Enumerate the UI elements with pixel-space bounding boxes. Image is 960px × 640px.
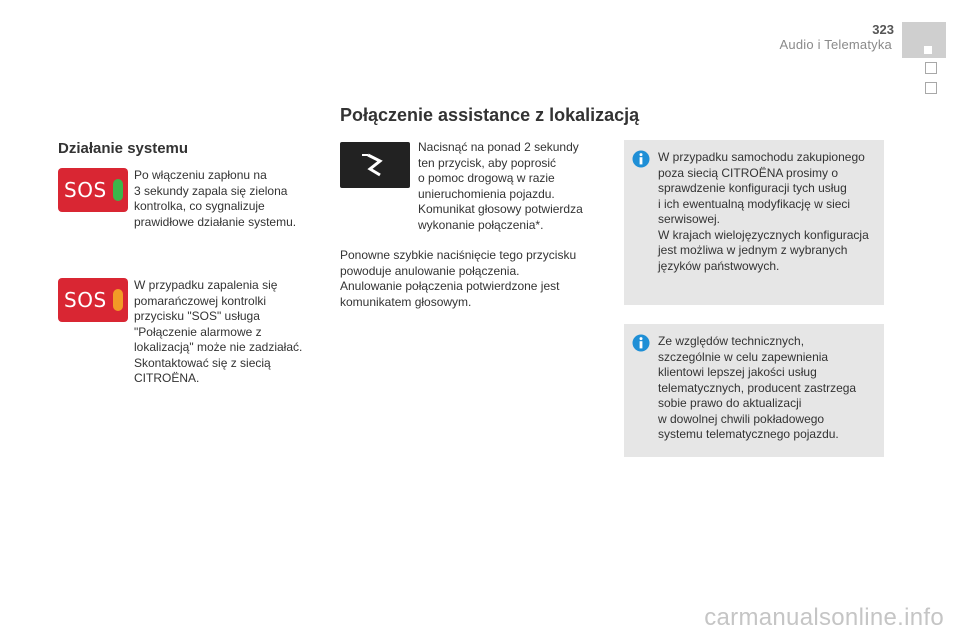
text-line: sobie prawo do aktualizacji bbox=[658, 396, 802, 410]
sos-button-green bbox=[58, 168, 128, 212]
text-line: jest możliwa w jednym z wybranych bbox=[658, 243, 848, 257]
ds-logo-icon bbox=[340, 142, 410, 188]
text-line: języków państwowych. bbox=[658, 258, 780, 273]
info-box-technical bbox=[624, 324, 884, 457]
text-line: ten przycisk, aby poprosić bbox=[418, 155, 557, 170]
text-line: komunikatem głosowym. bbox=[340, 294, 472, 309]
watermark: carmanualsonline.info bbox=[704, 604, 944, 631]
text-line: klientowi lepszej jakości usług bbox=[658, 365, 817, 379]
section-tab[interactable] bbox=[925, 82, 937, 94]
info-text bbox=[658, 150, 869, 274]
text-line: sprawdzenie konfiguracji tych usług bbox=[658, 181, 847, 195]
system-operation-heading: Działanie systemu bbox=[58, 140, 189, 157]
sos-button-orange bbox=[58, 278, 128, 322]
text-line: serwisowej. bbox=[658, 212, 721, 226]
text-line: systemu telematycznego pojazdu. bbox=[658, 427, 839, 441]
text-line: 3 sekundy zapala się zielona bbox=[134, 183, 288, 198]
ds-assistance-button bbox=[340, 142, 410, 188]
text-line: lokalizacją" może nie zadziałać. bbox=[134, 340, 303, 354]
assistance-press-paragraph bbox=[418, 140, 608, 233]
text-line: i ich ewentualną modyfikację w sieci bbox=[658, 196, 851, 211]
text-line: W przypadku zapalenia się bbox=[134, 278, 278, 292]
info-icon bbox=[632, 150, 650, 168]
text-line: Komunikat głosowy potwierdza bbox=[418, 202, 583, 216]
green-led-icon bbox=[113, 179, 123, 201]
info-box-configuration bbox=[624, 140, 884, 305]
green-led-paragraph bbox=[134, 168, 314, 230]
tab-marker-icon bbox=[924, 46, 932, 54]
text-line: poza siecią CITROËNA prosimy o bbox=[658, 165, 839, 180]
orange-led-icon bbox=[113, 289, 123, 311]
info-text bbox=[658, 334, 856, 443]
text-line: Po włączeniu zapłonu na bbox=[134, 168, 267, 182]
orange-led-paragraph bbox=[134, 278, 324, 387]
text-line: W przypadku samochodu zakupionego bbox=[658, 150, 865, 164]
text-line: W krajach wielojęzycznych konfiguracja bbox=[658, 227, 869, 242]
text-line: Ponowne szybkie naciśnięcie tego przycisku bbox=[340, 248, 577, 262]
text-line: CITROËNA. bbox=[134, 371, 200, 385]
text-line: przycisku "SOS" usługa bbox=[134, 309, 260, 323]
sos-label: SOS bbox=[64, 178, 107, 202]
text-line: prawidłowe działanie systemu. bbox=[134, 214, 297, 229]
info-icon bbox=[632, 334, 650, 352]
text-line: "Połączenie alarmowe z bbox=[134, 324, 262, 339]
text-line: Anulowanie połączenia potwierdzone jest bbox=[340, 279, 560, 293]
section-tab-active[interactable] bbox=[902, 22, 946, 58]
cancel-call-paragraph bbox=[340, 248, 605, 310]
text-line: w dowolnej chwili pokładowego bbox=[658, 411, 825, 426]
section-title: Audio i Telematyka bbox=[779, 37, 892, 52]
main-heading: Połączenie assistance z lokalizacją bbox=[340, 105, 640, 125]
text-line: o pomoc drogową w razie bbox=[418, 171, 555, 185]
text-line: Skontaktować się z siecią bbox=[134, 355, 271, 370]
text-line: Ze względów technicznych, bbox=[658, 334, 805, 348]
text-line: Nacisnąć na ponad 2 sekundy bbox=[418, 140, 579, 154]
text-line: unieruchomienia pojazdu. bbox=[418, 186, 555, 201]
text-line: telematycznych, producent zastrzega bbox=[658, 380, 857, 395]
sos-label: SOS bbox=[64, 288, 107, 312]
section-tab[interactable] bbox=[925, 62, 937, 74]
text-line: szczególnie w celu zapewnienia bbox=[658, 349, 829, 364]
page-number: 323 bbox=[872, 22, 894, 37]
text-line: kontrolka, co sygnalizuje bbox=[134, 199, 265, 213]
text-line: pomarańczowej kontrolki bbox=[134, 293, 267, 308]
text-line: wykonanie połączenia*. bbox=[418, 217, 544, 232]
text-line: powoduje anulowanie połączenia. bbox=[340, 263, 520, 278]
